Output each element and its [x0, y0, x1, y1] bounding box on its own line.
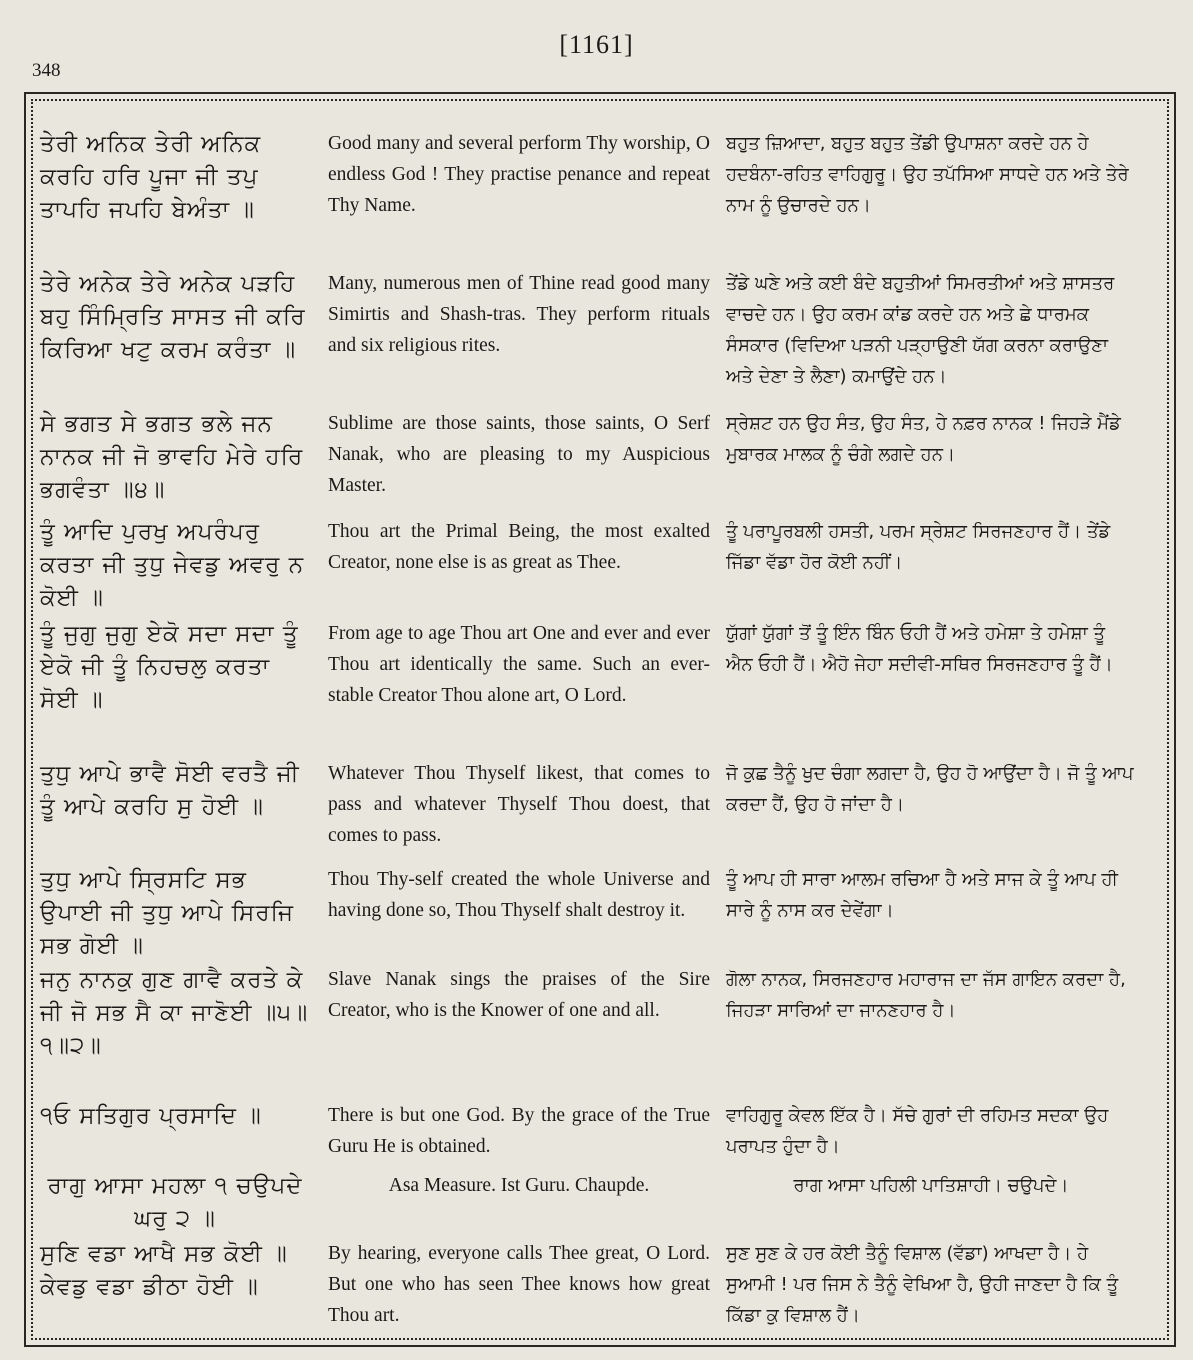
punjabi-translation: ਯੁੱਗਾਂ ਯੁੱਗਾਂ ਤੋਂ ਤੂੰ ਇੰਨ ਬਿੰਨ ਓਹੀ ਹੈਂ ਅਤੇ ਹਮੇਸ਼ਾ ਤੇ ਹਮੇਸ਼ਾ ਤੂੰ ਐਨ ਓਹੀ ਹੈਂ। ਐਹੋ ਜੇਹਾ ਸਦੀਵੀ-ਸਥਿਰ ਸਿਰਜਣਹਾਰ ਤੂੰ ਹੈਂ।: [726, 623, 1113, 675]
gurbani-text: ਜਨੁ ਨਾਨਕੁ ਗੁਣ ਗਾਵੈ ਕਰਤੇ ਕੇ ਜੀ ਜੋ ਸਭ ਸੈ ਕਾ ਜਾਣੋਈ ॥੫॥੧॥੨॥: [40, 967, 309, 1059]
english-translation: Good many and several perform Thy worship, O endless God ! They practise penance and repeat Thy Name.: [328, 133, 710, 216]
english-translation: Thou Thy-self created the whole Universe and having done so, Thou Thyself shalt destroy it.: [328, 869, 710, 921]
punjabi-translation: ਜੋ ਕੁਛ ਤੈਨੂੰ ਖੁਦ ਚੰਗਾ ਲਗਦਾ ਹੈ, ਉਹ ਹੋ ਆਉਂਦਾ ਹੈ। ਜੋ ਤੂੰ ਆਪ ਕਰਦਾ ਹੈਂ, ਉਹ ਹੋ ਜਾਂਦਾ ਹੈ।: [726, 763, 1134, 815]
gurbani-text: ਤੁਧੁ ਆਪੇ ਸ੍ਰਿਸਟਿ ਸਭ ਉਪਾਈ ਜੀ ਤੁਧੁ ਆਪੇ ਸਿਰਜਿ ਸਭ ਗੋਈ ॥: [40, 867, 295, 959]
english-translation: There is but one God. By the grace of the True Guru He is obtained.: [328, 1105, 710, 1157]
gurbani-text: ੧ਓ ਸਤਿਗੁਰ ਪ੍ਰਸਾਦਿ ॥: [40, 1103, 262, 1129]
english-translation: Sublime are those saints, those saints, O Serf Nanak, who are pleasing to my Auspicious Master.: [328, 413, 710, 496]
english-translation: Many, numerous men of Thine read good many Simirtis and Shash-tras. They perform rituals and six religious rites.: [328, 273, 710, 356]
gurbani-text: ਸੇ ਭਗਤ ਸੇ ਭਗਤ ਭਲੇ ਜਨ ਨਾਨਕ ਜੀ ਜੋ ਭਾਵਹਿ ਮੇਰੇ ਹਰਿ ਭਗਵੰਤਾ ॥੪॥: [40, 411, 304, 503]
gurbani-text: ਤੇਰੇ ਅਨੇਕ ਤੇਰੇ ਅਨੇਕ ਪੜਹਿ ਬਹੁ ਸਿੰਮ੍ਰਿਤਿ ਸਾਸਤ ਜੀ ਕਰਿ ਕਿਰਿਆ ਖਟੁ ਕਰਮ ਕਰੰਤਾ ॥: [40, 271, 306, 363]
page-number-left: 348: [32, 60, 61, 81]
english-translation: From age to age Thou art One and ever and ever Thou art identically the same. Such an ever-stable Creator Thou alone art, O Lord.: [328, 623, 710, 706]
punjabi-translation: ਤੂੰ ਆਪ ਹੀ ਸਾਰਾ ਆਲਮ ਰਚਿਆ ਹੈ ਅਤੇ ਸਾਜ ਕੇ ਤੂੰ ਆਪ ਹੀ ਸਾਰੇ ਨੂੰ ਨਾਸ ਕਰ ਦੇਵੇਂਗਾ।: [726, 869, 1118, 921]
english-translation: Slave Nanak sings the praises of the Sire Creator, who is the Knower of one and all.: [328, 969, 710, 1021]
gurbani-heading: ਰਾਗੁ ਆਸਾ ਮਹਲਾ ੧ ਚਉਪਦੇ ਘਰੁ ੨ ॥: [47, 1173, 303, 1232]
english-translation: By hearing, everyone calls Thee great, O Lord. But one who has seen Thee knows how great Thou art.: [328, 1243, 710, 1326]
gurbani-text: ਤੇਰੀ ਅਨਿਕ ਤੇਰੀ ਅਨਿਕ ਕਰਹਿ ਹਰਿ ਪੂਜਾ ਜੀ ਤਪੁ ਤਾਪਹਿ ਜਪਹਿ ਬੇਅੰਤਾ ॥: [40, 131, 262, 223]
english-translation: Whatever Thou Thyself likest, that comes to pass and whatever Thyself Thou doest, that comes to pass.: [328, 763, 710, 846]
english-heading: Asa Measure. Ist Guru. Chaupde.: [388, 1175, 650, 1196]
punjabi-translation: ਵਾਹਿਗੁਰੂ ਕੇਵਲ ਇੱਕ ਹੈ। ਸੱਚੇ ਗੁਰਾਂ ਦੀ ਰਹਿਮਤ ਸਦਕਾ ਉਹ ਪਰਾਪਤ ਹੁੰਦਾ ਹੈ।: [726, 1105, 1109, 1157]
page-number-top: [1161]: [559, 30, 634, 59]
punjabi-translation: ਸ੍ਰੇਸ਼ਟ ਹਨ ਉਹ ਸੰਤ, ਉਹ ਸੰਤ, ਹੇ ਨਫ਼ਰ ਨਾਨਕ ! ਜਿਹੜੇ ਮੈਂਡੇ ਮੁਬਾਰਕ ਮਾਲਕ ਨੂੰ ਚੰਗੇ ਲਗਦੇ ਹਨ।: [726, 413, 1121, 465]
gurbani-text: ਤੂੰ ਜੁਗੁ ਜੁਗੁ ਏਕੋ ਸਦਾ ਸਦਾ ਤੂੰ ਏਕੋ ਜੀ ਤੂੰ ਨਿਹਚਲੁ ਕਰਤਾ ਸੋਈ ॥: [40, 621, 299, 713]
punjabi-translation: ਤੂੰ ਪਰਾਪੂਰਬਲੀ ਹਸਤੀ, ਪਰਮ ਸ੍ਰੇਸ਼ਟ ਸਿਰਜਣਹਾਰ ਹੈਂ। ਤੇਂਡੇ ਜਿੱਡਾ ਵੱਡਾ ਹੋਰ ਕੋਈ ਨਹੀਂ।: [726, 521, 1111, 573]
punjabi-translation: ਬਹੁਤ ਜ਼ਿਆਦਾ, ਬਹੁਤ ਬਹੁਤ ਤੇਂਡੀ ਉਪਾਸ਼ਨਾ ਕਰਦੇ ਹਨ ਹੇ ਹਦਬੰਨਾ-ਰਹਿਤ ਵਾਹਿਗੁਰੂ। ਉਹ ਤਪੱਸਿਆ ਸਾਧਦੇ ਹਨ ਅਤੇ ਤੇਰੇ ਨਾਮ ਨੂੰ ਉਚਾਰਦੇ ਹਨ।: [726, 133, 1129, 216]
gurbani-text: ਤੂੰ ਆਦਿ ਪੁਰਖੁ ਅਪਰੰਪਰੁ ਕਰਤਾ ਜੀ ਤੁਧੁ ਜੇਵਡੁ ਅਵਰੁ ਨ ਕੋਈ ॥: [40, 519, 305, 611]
punjabi-translation: ਸੁਣ ਸੁਣ ਕੇ ਹਰ ਕੋਈ ਤੈਨੂੰ ਵਿਸ਼ਾਲ (ਵੱਡਾ) ਆਖਦਾ ਹੈ। ਹੇ ਸੁਆਮੀ ! ਪਰ ਜਿਸ ਨੇ ਤੈਨੂੰ ਵੇਖਿਆ ਹੈ, ਉਹੀ ਜਾਣਦਾ ਹੈ ਕਿ ਤੂੰ ਕਿੱਡਾ ਕੁ ਵਿਸ਼ਾਲ ਹੈਂ।: [726, 1243, 1119, 1326]
gurbani-text: ਸੁਣਿ ਵਡਾ ਆਖੈ ਸਭ ਕੋਈ ॥ ਕੇਵਡੁ ਵਡਾ ਡੀਠਾ ਹੋਈ ॥: [40, 1241, 288, 1300]
gurbani-text: ਤੁਧੁ ਆਪੇ ਭਾਵੈ ਸੋਈ ਵਰਤੈ ਜੀ ਤੂੰ ਆਪੇ ਕਰਹਿ ਸੁ ਹੋਈ ॥: [40, 761, 300, 820]
punjabi-translation: ਗੋਲਾ ਨਾਨਕ, ਸਿਰਜਣਹਾਰ ਮਹਾਰਾਜ ਦਾ ਜੱਸ ਗਾਇਨ ਕਰਦਾ ਹੈ, ਜਿਹੜਾ ਸਾਰਿਆਂ ਦਾ ਜਾਨਣਹਾਰ ਹੈ।: [726, 969, 1126, 1021]
english-translation: Thou art the Primal Being, the most exalted Creator, none else is as great as Thee.: [328, 521, 710, 573]
punjabi-heading: ਰਾਗ ਆਸਾ ਪਹਿਲੀ ਪਾਤਿਸ਼ਾਹੀ। ਚਉਪਦੇ।: [793, 1175, 1069, 1196]
punjabi-translation: ਤੇਂਡੇ ਘਣੇ ਅਤੇ ਕਈ ਬੰਦੇ ਬਹੁਤੀਆਂ ਸਿਮਰਤੀਆਂ ਅਤੇ ਸ਼ਾਸਤਰ ਵਾਚਦੇ ਹਨ। ਉਹ ਕਰਮ ਕਾਂਡ ਕਰਦੇ ਹਨ ਅਤੇ ਛੇ ਧਾਰਮਕ ਸੰਸਕਾਰ (ਵਿਦਿਆ ਪੜਨੀ ਪੜ੍ਹਾਉਣੀ ਯੱਗ ਕਰਨਾ ਕਰਾਉਣਾ ਅਤੇ ਦੇਣਾ ਤੇ ਲੈਣਾ) ਕਮਾਉਂਦੇ ਹਨ।: [726, 273, 1115, 387]
